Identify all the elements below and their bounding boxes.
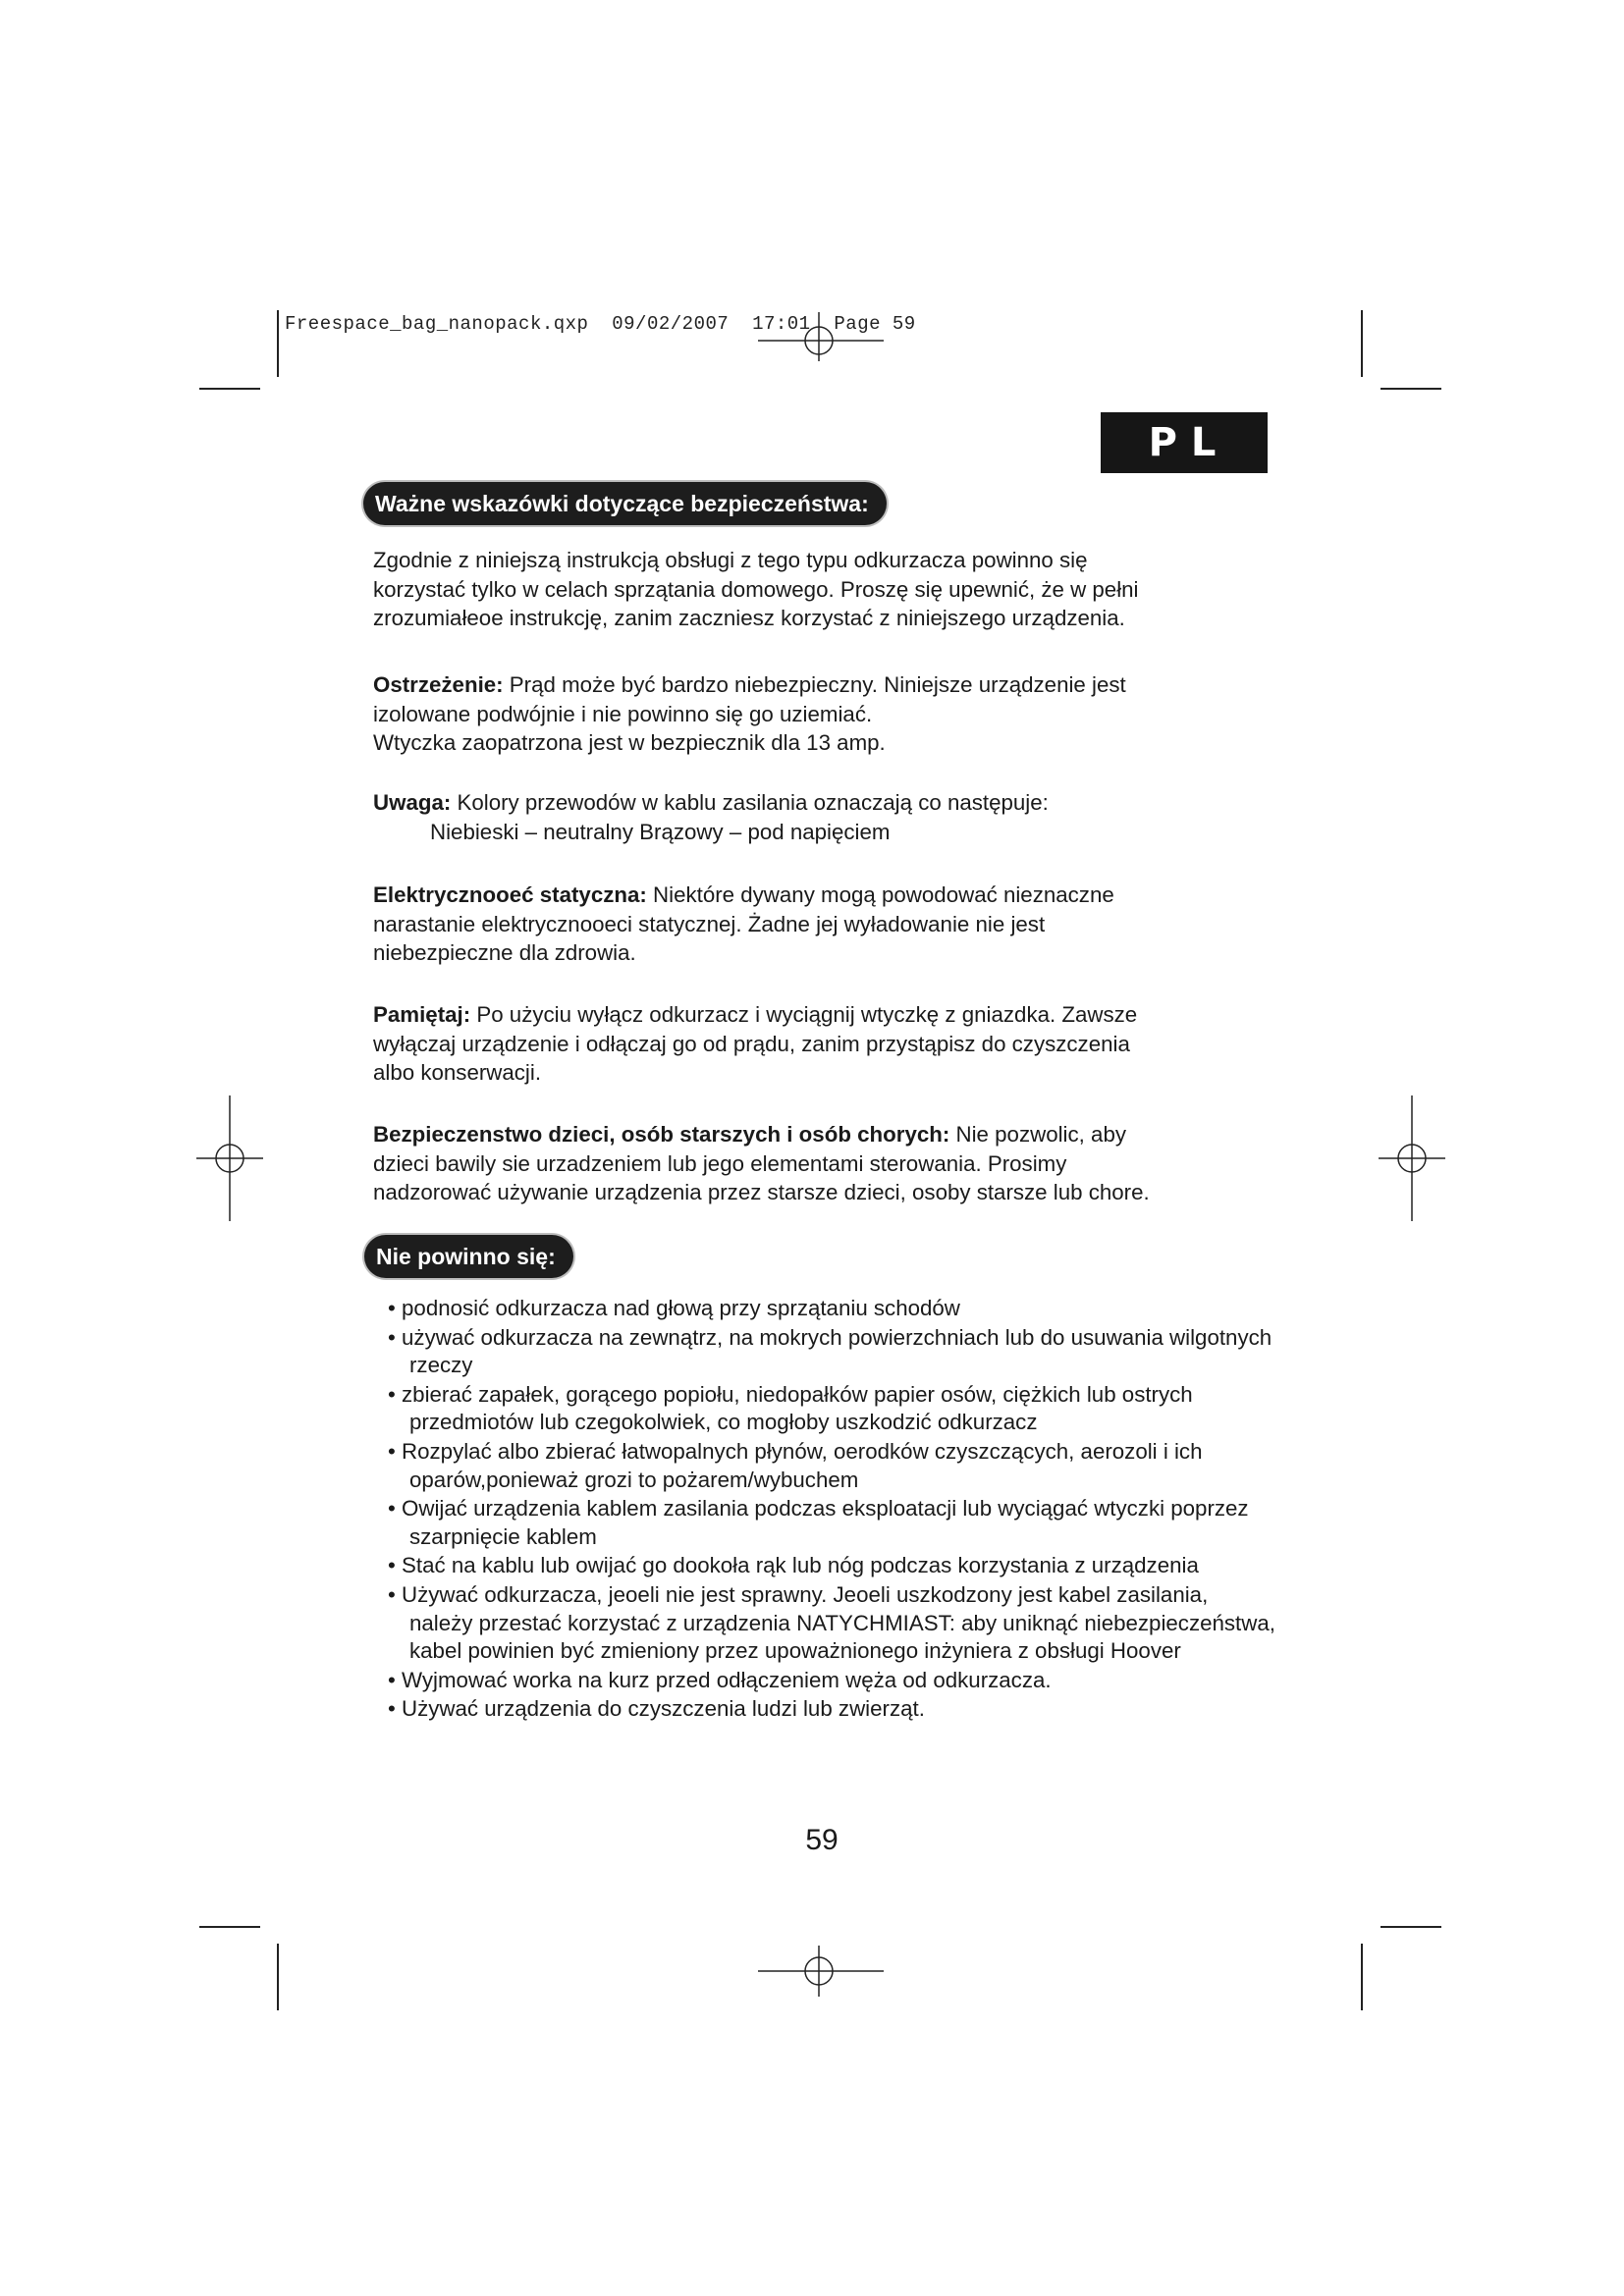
note-text: Kolory przewodów w kablu zasilania oznaczają co następuje:	[451, 790, 1049, 815]
safety-label: Bezpieczenstwo dzieci, osób starszych i osób chorych:	[373, 1122, 950, 1147]
crop-mark	[1380, 1926, 1441, 1928]
list-item: • Używać urządzenia do czyszczenia ludzi lub zwierząt.	[373, 1695, 1276, 1724]
crop-mark	[277, 1944, 279, 2010]
page-number: 59	[805, 1824, 839, 1856]
remember-text: Po użyciu wyłącz odkurzacz i wyciągnij wtyczkę z gniazdka. Zawsze wyłączaj urządzenie i odłączaj go od prądu, zanim przystąpisz do czyszczenia albo konserwacji.	[373, 1002, 1138, 1085]
static-text: Niektóre dywany mogą powodować nieznaczne narastanie elektrycznooeci statycznej. Żadne jej wyładowanie nie jest niebezpieczne dla zdrowia.	[373, 882, 1114, 965]
crop-mark	[277, 310, 279, 377]
warning-label: Ostrzeżenie:	[373, 672, 504, 697]
static-label: Elektrycznooeć statyczna:	[373, 882, 647, 907]
list-item: • używać odkurzacza na zewnątrz, na mokrych powierzchniach lub do usuwania wilgotnych rzeczy	[373, 1324, 1276, 1380]
safety-paragraph	[373, 1120, 1257, 1207]
crop-mark	[1361, 1944, 1363, 2010]
registration-mark-icon	[1379, 1095, 1445, 1221]
static-paragraph	[373, 881, 1257, 968]
list-item: • Rozpylać albo zbierać łatwopalnych płynów, oerodków czyszczących, aerozoli i ich oparów,ponieważ grozi to pożarem/wybuchem	[373, 1438, 1276, 1494]
section-heading-safety: Ważne wskazówki dotyczące bezpieczeństwa:	[363, 482, 887, 525]
dont-list	[373, 1295, 1276, 1725]
crop-mark	[1380, 388, 1441, 390]
slug-line: Freespace_bag_nanopack.qxp 09/02/2007 17:01 Page 59	[285, 313, 916, 335]
safety-text: Nie pozwolic, aby dzieci bawily sie urzadzeniem lub jego elementami sterowania. Prosimy nadzorować używanie urządzenia przez starsze dzieci, osoby starsze lub chore.	[373, 1122, 1150, 1204]
wire-colors: Niebieski – neutralny Brązowy – pod napięciem	[430, 820, 891, 844]
note-label: Uwaga:	[373, 790, 452, 815]
registration-mark-icon	[758, 1946, 884, 1997]
crop-mark	[1361, 310, 1363, 377]
warning-paragraph	[373, 670, 1257, 758]
section-heading-dont: Nie powinno się:	[364, 1235, 573, 1278]
list-item: • Owijać urządzenia kablem zasilania podczas eksploatacji lub wyciągać wtyczki poprzez szarpnięcie kablem	[373, 1495, 1276, 1551]
intro-paragraph: Zgodnie z niniejszą instrukcją obsługi z tego typu odkurzacza powinno się korzystać tylko w celach sprzątania domowego. Proszę się upewnić, że w pełni zrozumiałeoe instrukcję, zanim zaczniesz korzystać z niniejszego urządzenia.	[373, 548, 1139, 630]
list-item: • podnosić odkurzacza nad głową przy sprzątaniu schodów	[373, 1295, 1276, 1323]
list-item: • zbierać zapałek, gorącego popiołu, niedopałków papier osów, ciężkich lub ostrych przedmiotów lub czegokolwiek, co mogłoby uszkodzić odkurzacz	[373, 1381, 1276, 1437]
note-paragraph	[373, 788, 1257, 818]
crop-mark	[199, 388, 260, 390]
list-item: • Stać na kablu lub owijać go dookoła rąk lub nóg podczas korzystania z urządzenia	[373, 1552, 1276, 1580]
remember-paragraph	[373, 1000, 1257, 1088]
warning-text: Prąd może być bardzo niebezpieczny. Niniejsze urządzenie jest izolowane podwójnie i nie powinno się go uziemiać. Wtyczka zaopatrzona jest w bezpiecznik dla 13 amp.	[373, 672, 1126, 755]
crop-mark	[199, 1926, 260, 1928]
remember-label: Pamiętaj:	[373, 1002, 471, 1027]
list-item: • Używać odkurzacza, jeoeli nie jest sprawny. Jeoeli uszkodzony jest kabel zasilania, należy przestać korzystać z urządzenia NATYCHMIAST: aby uniknąć niebezpieczeństwa, kabel powinien być zmieniony przez upoważnionego inżyniera z obsługi Hoover	[373, 1581, 1276, 1666]
list-item: • Wyjmować worka na kurz przed odłączeniem węża od odkurzacza.	[373, 1667, 1276, 1695]
registration-mark-icon	[196, 1095, 263, 1221]
language-badge: PL	[1101, 412, 1268, 473]
